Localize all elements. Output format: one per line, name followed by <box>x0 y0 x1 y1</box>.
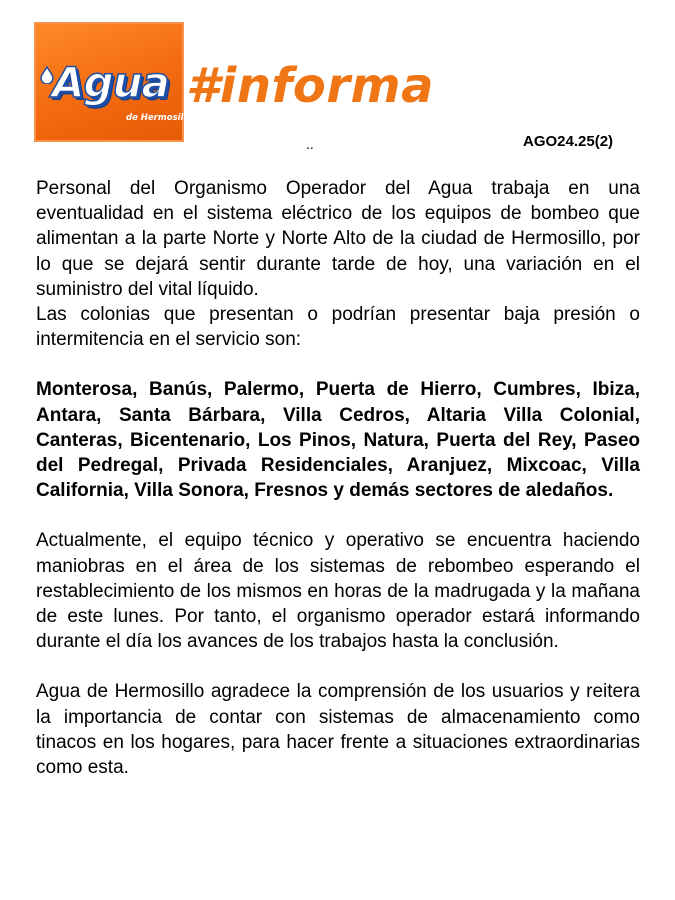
document-header <box>0 0 675 160</box>
paragraph-colonias-intro: Las colonias que presentan o podrían presentar baja presión o intermitencia en el servicio son: <box>36 304 640 351</box>
paragraph-maniobras: Actualmente, el equipo técnico y operativo se encuentra haciendo maniobras en el área de los sistemas de rebombeo esperando el restablecimiento de los mismos en horas de la madrugada y la mañana de este lunes. Por tanto, el organismo operador estará informando durante el día los avances de los trabajos hasta la conclusión. <box>36 530 640 653</box>
logo-word: Agua <box>52 58 169 107</box>
paragraph-agradecimiento: Agua de Hermosillo agradece la comprensión de los usuarios y reitera la importancia de contar con sistemas de almacenamiento como tinacos en los hogares, para hacer frente a situaciones extraordinarias como esta. <box>36 681 640 779</box>
logo-subtitle: de Hermosillo <box>126 113 193 123</box>
document-body <box>36 176 640 780</box>
spacer <box>36 503 640 528</box>
paragraph-eventualidad: Personal del Organismo Operador del Agua trabaja en una eventualidad en el sistema eléctrico de los equipos de bombeo que alimentan a la parte Norte y Norte Alto de la ciudad de Hermosillo, por lo que se dejará sentir durante tarde de hoy, una variación en el suministro del vital líquido. <box>36 178 640 300</box>
spacer <box>36 352 640 377</box>
spacer <box>36 654 640 679</box>
informa-hashtag: #informa <box>186 58 434 114</box>
reference-code: AGO24.25(2) <box>523 133 614 150</box>
agua-de-hermosillo-logo <box>34 22 193 142</box>
colonias-list: Monterosa, Banús, Palermo, Puerta de Hierro, Cumbres, Ibiza, Antara, Santa Bárbara, Villa Cedros, Altaria Villa Colonial, Canteras, Bicentenario, Los Pinos, Natura, Puerta del Rey, Paseo del Pedregal, Privada Residenciales, Aranjuez, Mixcoac, Villa California, Villa Sonora, Fresnos y demás sectores de aledaños. <box>36 379 640 502</box>
header-dots: .. <box>306 136 314 152</box>
